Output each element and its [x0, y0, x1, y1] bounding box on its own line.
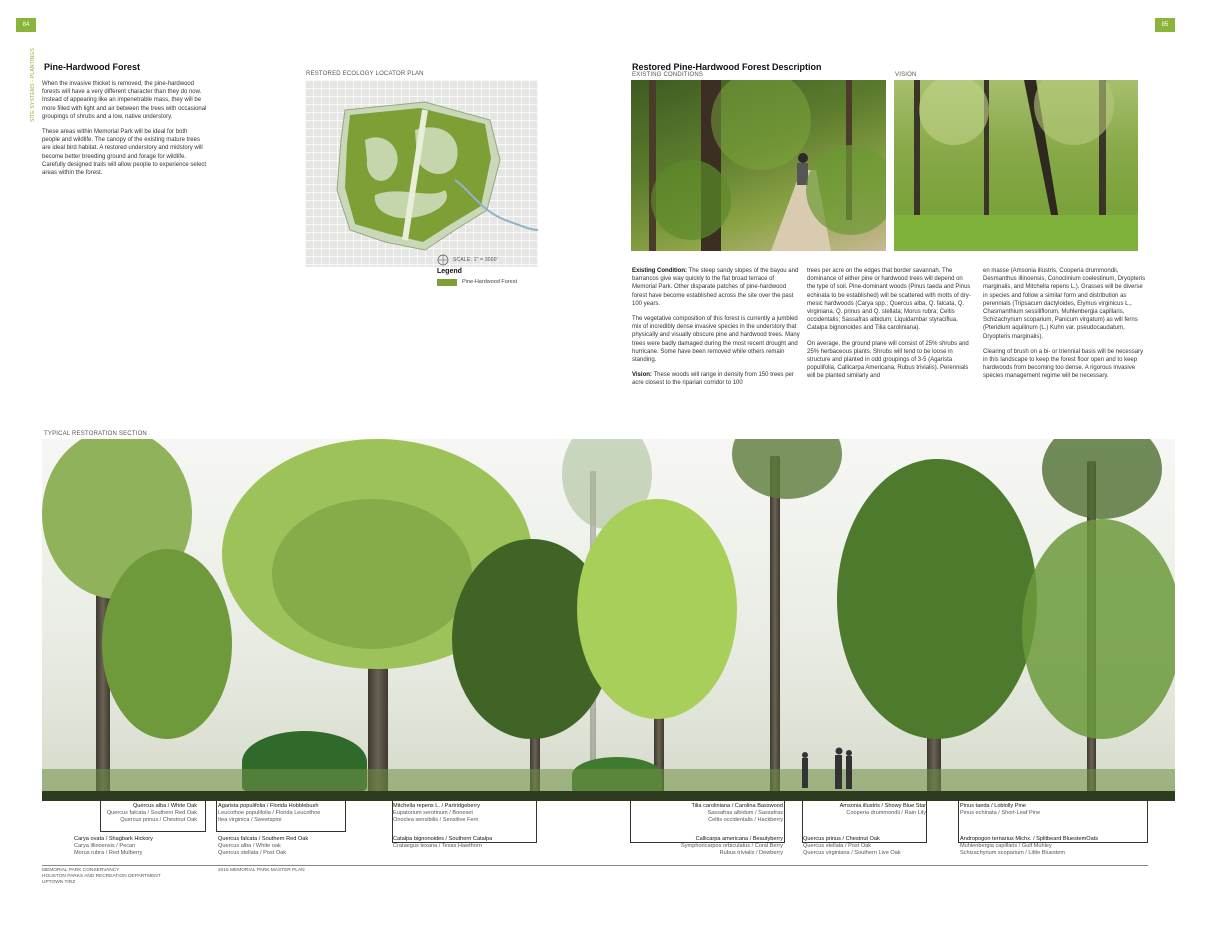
vision-text: These woods will range in density from 150 trees per acre closest to the riparian corridor to 100 [632, 372, 794, 387]
composition-text: The vegetative composition of this forest is currently a jumbled mix of incredibly dense invasive species in the understory that physically and visually obscure pine and hardwood trees. Many trees were badly damaged during the most recent drought and hurricane. Some have been removed while others remain standing. [632, 316, 800, 364]
existing-conditions-photo [631, 80, 886, 251]
plant-label-hobblebush: Agarista populifolia / Florida Hobblebush Leucothoe populifolia / Florida Leucothoe Itea virginica / Sweetspire [218, 803, 321, 824]
restoration-section-illustration [42, 439, 1175, 801]
page-number-left: 84 [16, 18, 36, 32]
vision-photo-graphic [894, 80, 1138, 251]
plant-label-basswood: Tilia caroliniana / Carolina Basswood Sassafras albidum / Sassafras Celtis occidentalis / Hackberry [691, 803, 783, 824]
grasses-text: en masse (Amsonia illustris, Cooperia drummondii, Desmanthus illinoensis, Conoclinium coelestinum, Dryopteris marginalis, and Mitchella repens L.). Grasses will be diverse in species and follow a similar form and distribution as perennials (Tripsacum dactyloides, Elymus virginicus L., Chasmanthium sessiliflorum, Muhlenbergia capillaris, Schizachyrium scoparium, Panicum virgatum) as will ferns (Pteridium aquilinum (L.) Kuhn var. pseudocaudatum, Dryopteris marginalis). [983, 268, 1146, 340]
footer-organizations: MEMORIAL PARK CONSERVANCY HOUSTON PARKS AND RECREATION DEPARTMENT UPTOWN TIRZ [42, 868, 161, 885]
side-section-label: SITE SYSTEMS - PLANTINGS [30, 48, 36, 122]
plant-label-catalpa: Catalpa bignonoides / Southern Catalpa Crataegus texana / Texas Hawthorn [393, 836, 493, 850]
plant-label-loblolly-pine: Pinus taeda / Loblolly Pine Pinus echinata / Short-Leaf Pine [960, 803, 1041, 817]
plant-label-shagbark-hickory: Carya ovata / Shagbark Hickory Carya illinoensis / Pecan Morus rubra / Red Mulberry [74, 836, 153, 857]
plant-label-chestnut-oak: Quercus prinus / Chestnut Oak Quercus stellata / Post Oak Quercus virginiana / Southern Live Oak [803, 836, 901, 857]
plant-label-blue-star: Amsonia illustris / Showy Blue Star Cooperia drummondii / Rain Lily [839, 803, 926, 817]
density-text: trees per acre on the edges that border savannah. The dominance of either pine or hardwood trees will depend on the type of soil. Pine-dominant woods (Pinus taeda and Pinus echinata to be established) will be scattered with motts of dry-mesic hardwoods (Carya spp.; Quercus alba, Q. falcata, Q. virginiana, Q. prinus and Q. stellata; Morus rubra; Celtis occidentalis; Sassafras albidum; Liquidambar styraciflua, Catalpa bignonoides and Tilia caroliniana). [807, 268, 971, 332]
plant-label-splitbeard-bluestem: Andropogon ternarius Michx. / Splitbeard BluestemOats Muhlenbergia capillaris / Gulf Muhley Schizachyrium scoparium / Little Bluestem [960, 836, 1099, 857]
locator-map [305, 80, 538, 267]
plant-label-white-oak: Quercus alba / White Oak Quercus falcata / Southern Red Oak Quercus prinus / Chestnut Oak [106, 803, 197, 824]
locator-caption: RESTORED ECOLOGY LOCATOR PLAN [306, 71, 424, 77]
page-number-right: 85 [1155, 18, 1175, 32]
footer-rule [42, 865, 1148, 866]
description-title: Restored Pine-Hardwood Forest Description [632, 62, 822, 72]
existing-condition-text: The steep sandy slopes of the bayou and barrancos give way quickly to the flat broad terrace of Memorial Park. Other disparate patches of pine-hardwood forest have become established across the site over the past 100 years. [632, 268, 799, 307]
description-column-3 [983, 267, 1148, 388]
existing-photo-graphic [631, 80, 886, 251]
ground-plane-text: On average, the ground plane will consist of 25% shrubs and 25% herbaceous plants. Shrubs will tend to be loose in structure and planted in odd groupings of 3-5 (Agarista populifolia, Callicarpa Americana, Rubus trivialis). Perennials will be planted similarly and [807, 340, 969, 380]
legend-swatch [437, 279, 457, 286]
section-caption: TYPICAL RESTORATION SECTION [44, 431, 147, 437]
footer-plan-title: 2015 MEMORIAL PARK MASTER PLAN [218, 868, 305, 873]
plant-label-southern-red-oak: Quercus falcata / Southern Red Oak Quercus alba / White oak Quercus stellata / Post Oak [218, 836, 309, 857]
intro-paragraph-1: When the invasive thicket is removed, the pine-hardwood forests will have a very different character than they do now. Instead of appearing like an impenetrable mass, they will be more filled with light and air between the trees with occasional groupings of shrubs and a low, native understory. [42, 81, 207, 120]
vision-photo [894, 80, 1138, 251]
plant-label-beautyberry: Callicarpa americana / Beautyberry Symphoricarpos orbiculatus / Coral Berry Rubus trivialis / Dewberry [681, 836, 783, 857]
plant-label-partridgeberry: Mitchella repens L. / Partridgeberry Eupatorium serotinum / Boneset Onoclea sensibilis / Sensitive Fern [393, 803, 481, 824]
description-column-1 [632, 267, 800, 395]
clearing-text: Clearing of brush on a bi- or triennial basis will be necessary in this landscape to keep the forest floor open and to keep hardwoods from becoming too dense. A rigorous invasive species management regime will be necessary. [983, 348, 1144, 380]
intro-text [42, 80, 207, 184]
people-silhouettes-icon [797, 745, 867, 795]
existing-caption: EXISTING CONDITIONS [632, 72, 704, 78]
intro-paragraph-2: These areas within Memorial Park will be ideal for both people and wildlife. The canopy of the existing mature trees are ideal bird habitat. A restored understory and midstory will become better breeding ground and forage for wildlife. Carefully designed trails will allow people to experience select areas within the forest. [42, 129, 207, 177]
locator-map-graphic [305, 80, 538, 267]
page-title: Pine-Hardwood Forest [44, 62, 141, 72]
legend-label: Pine-Hardwood Forest [462, 279, 518, 285]
description-column-2 [807, 267, 972, 388]
north-arrow-icon [437, 254, 449, 266]
existing-condition-label: Existing Condition: [632, 268, 687, 274]
legend-title: Legend [437, 268, 462, 275]
vision-caption: VISION [895, 72, 917, 78]
vision-label: Vision: [632, 372, 652, 379]
map-scale: SCALE: 1" = 3000' [453, 257, 498, 263]
